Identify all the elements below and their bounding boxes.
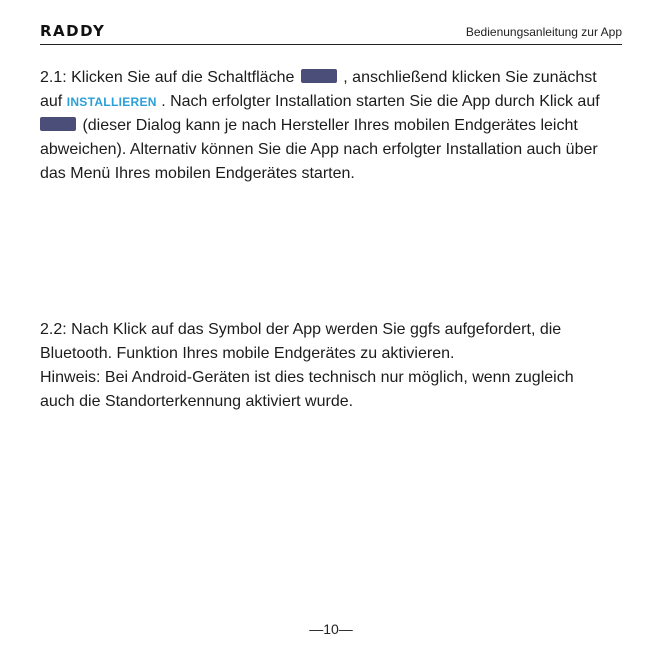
- text-segment: auf: [40, 93, 63, 110]
- header-title: Bedienungsanleitung zur App: [465, 25, 622, 39]
- text-line: das Menü Ihres mobilen Endgerätes starten.: [40, 165, 355, 182]
- text-line: auch die Standorterkennung aktiviert wurde.: [40, 393, 354, 410]
- section-2-1-paragraph: [40, 66, 630, 186]
- text-line: 2.2: Nach Klick auf das Symbol der App werden Sie ggfs aufgefordert, die: [40, 321, 562, 338]
- text-line: [40, 114, 630, 138]
- text-line: [40, 90, 630, 114]
- open-app-button-icon: [40, 117, 76, 131]
- page-header: [40, 22, 622, 45]
- text-line: Hinweis: Bei Android-Geräten ist dies technisch nur möglich, wenn zugleich: [40, 369, 574, 386]
- install-button-label: INSTALLIEREN: [66, 95, 157, 109]
- page-number: —10—: [309, 621, 353, 637]
- download-button-icon: [301, 69, 337, 83]
- text-segment: . Nach erfolgter Installation starten Sie die App durch Klick auf: [161, 93, 600, 110]
- raddy-logo: RADDY: [40, 22, 106, 40]
- text-line: abweichen). Alternativ können Sie die App nach erfolgter Installation auch über: [40, 141, 598, 158]
- text-segment: 2.1: Klicken Sie auf die Schaltfläche: [40, 69, 295, 86]
- text-segment: (dieser Dialog kann je nach Hersteller Ihres mobilen Endgerätes leicht: [82, 117, 578, 134]
- text-line: [40, 66, 630, 90]
- text-segment: , anschließend klicken Sie zunächst: [343, 69, 597, 86]
- section-2-2-paragraph: [40, 318, 630, 414]
- text-line: Bluetooth. Funktion Ihres mobile Endgerätes zu aktivieren.: [40, 345, 455, 362]
